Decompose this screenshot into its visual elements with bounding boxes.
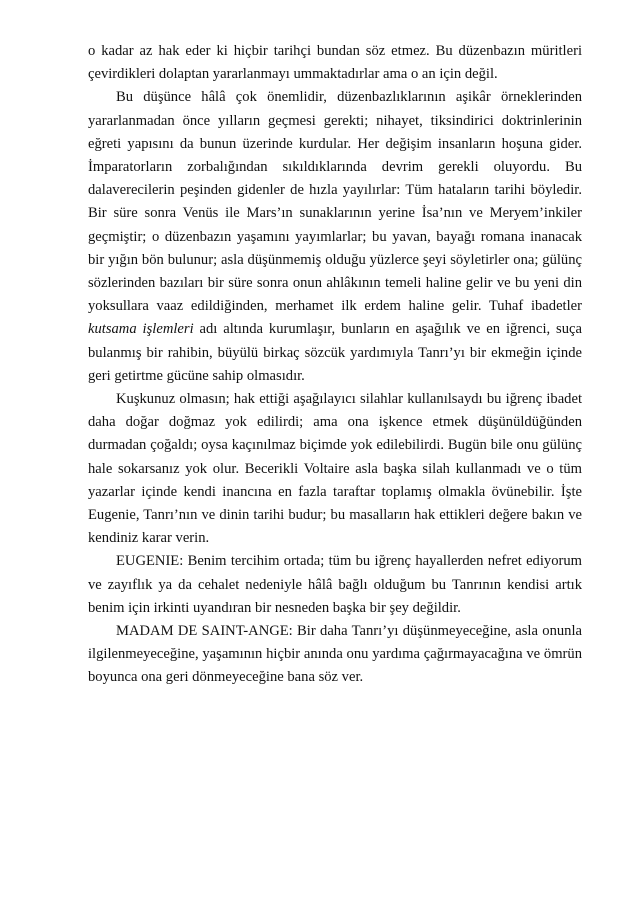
paragraph-2 xyxy=(88,86,582,388)
paragraph-2-text-after: adı altında kurumlaşır, bunların en aşağılık ve en iğrenci, suça bulanmış bir rahibin, büyülü birkaç sözcük yardımıyla Tanrı’yı bir ekmeğin içinde geri getirtme gücüne sahip olmasıdır. xyxy=(88,321,582,384)
paragraph-1 xyxy=(88,40,582,86)
paragraph-5-text: MADAM DE SAINT-ANGE: Bir daha Tanrı’yı düşünmeyeceğine, asla onunla ilgilenmeyeceğine, yaşamının hiçbir anında onu yardıma çağırmayacağına ve ömrün boyunca ona geri dönmeyeceğine bana söz ver. xyxy=(88,623,582,686)
paragraph-4 xyxy=(88,550,582,620)
paragraph-4-text: EUGENIE: Benim tercihim ortada; tüm bu iğrenç hayallerden nefret ediyorum ve zayıflık ya da cehalet nedeniyle hâlâ bağlı olduğum bu Tanrının kendisi artık benim için irkinti uyandıran bir nesneden başka bir şey değildir. xyxy=(88,553,582,616)
paragraph-1-text: o kadar az hak eder ki hiçbir tarihçi bundan söz etmez. Bu düzenbazın müritleri çevirdikleri dolaptan yararlanmayı ummaktadırlar ama o an için değil. xyxy=(88,43,582,83)
paragraph-3 xyxy=(88,388,582,550)
page-body xyxy=(88,40,582,690)
paragraph-3-text: Kuşkunuz olmasın; hak ettiği aşağılayıcı silahlar kullanılsaydı bu iğrenç ibadet daha doğar doğmaz yok edilirdi; ama ona işkence etmek düşünüldüğünden durmadan çoğaldı; oysa kaçınılmaz biçimde yok edilebilirdi. Bugün bile onu gülünç hale sokarsanız yok olur. Becerikli Voltaire asla başka silah kullanmadı ve o tüm yazarlar içinde kendi inancına en fazla taraftar toplamış olmakla övünebilir. İşte Eugenie, Tanrı’nın ve dinin tarihi budur; bu masalların hak ettikleri değere bakın ve kendiniz karar verin. xyxy=(88,391,582,547)
paragraph-5 xyxy=(88,620,582,690)
paragraph-2-text: Bu düşünce hâlâ çok önemlidir, düzenbazlıklarının aşikâr örneklerinden yararlanmadan önce yılların geçmesi gerekti; nihayet, tiksindirici doktrinlerinin eğreti yapısını da bunun üzerinde kurdular. Her değişim insanların hoşuna gider. İmparatorların zorbalığından sıkıldıklarında devrim gerekli oluyordu. Bu dalaverecilerin peşinden gidenler de hızla yayılırlar: Tüm hataların tarihi böyledir. Bir süre sonra Venüs ile Mars’ın sunaklarının yerine İsa’nın ve Meryem’inkiler geçmiştir; o düzenbazın yaşamını yayımlarlar; bu yavan, bayağı romana inanacak bir yığın bön bulunur; asla düşünmemiş olduğu yüzlerce şeyi söyletirler ona; gülünç sözlerinden bazıları bir süre sonra onun ahlâkının temeli haline gelir ve bu yeni din yoksullara vaaz edildiğinden, merhamet ilk erdem haline gelir. Tuhaf ibadetler xyxy=(88,89,582,315)
paragraph-2-italic-term: kutsama işlemleri xyxy=(88,321,194,338)
